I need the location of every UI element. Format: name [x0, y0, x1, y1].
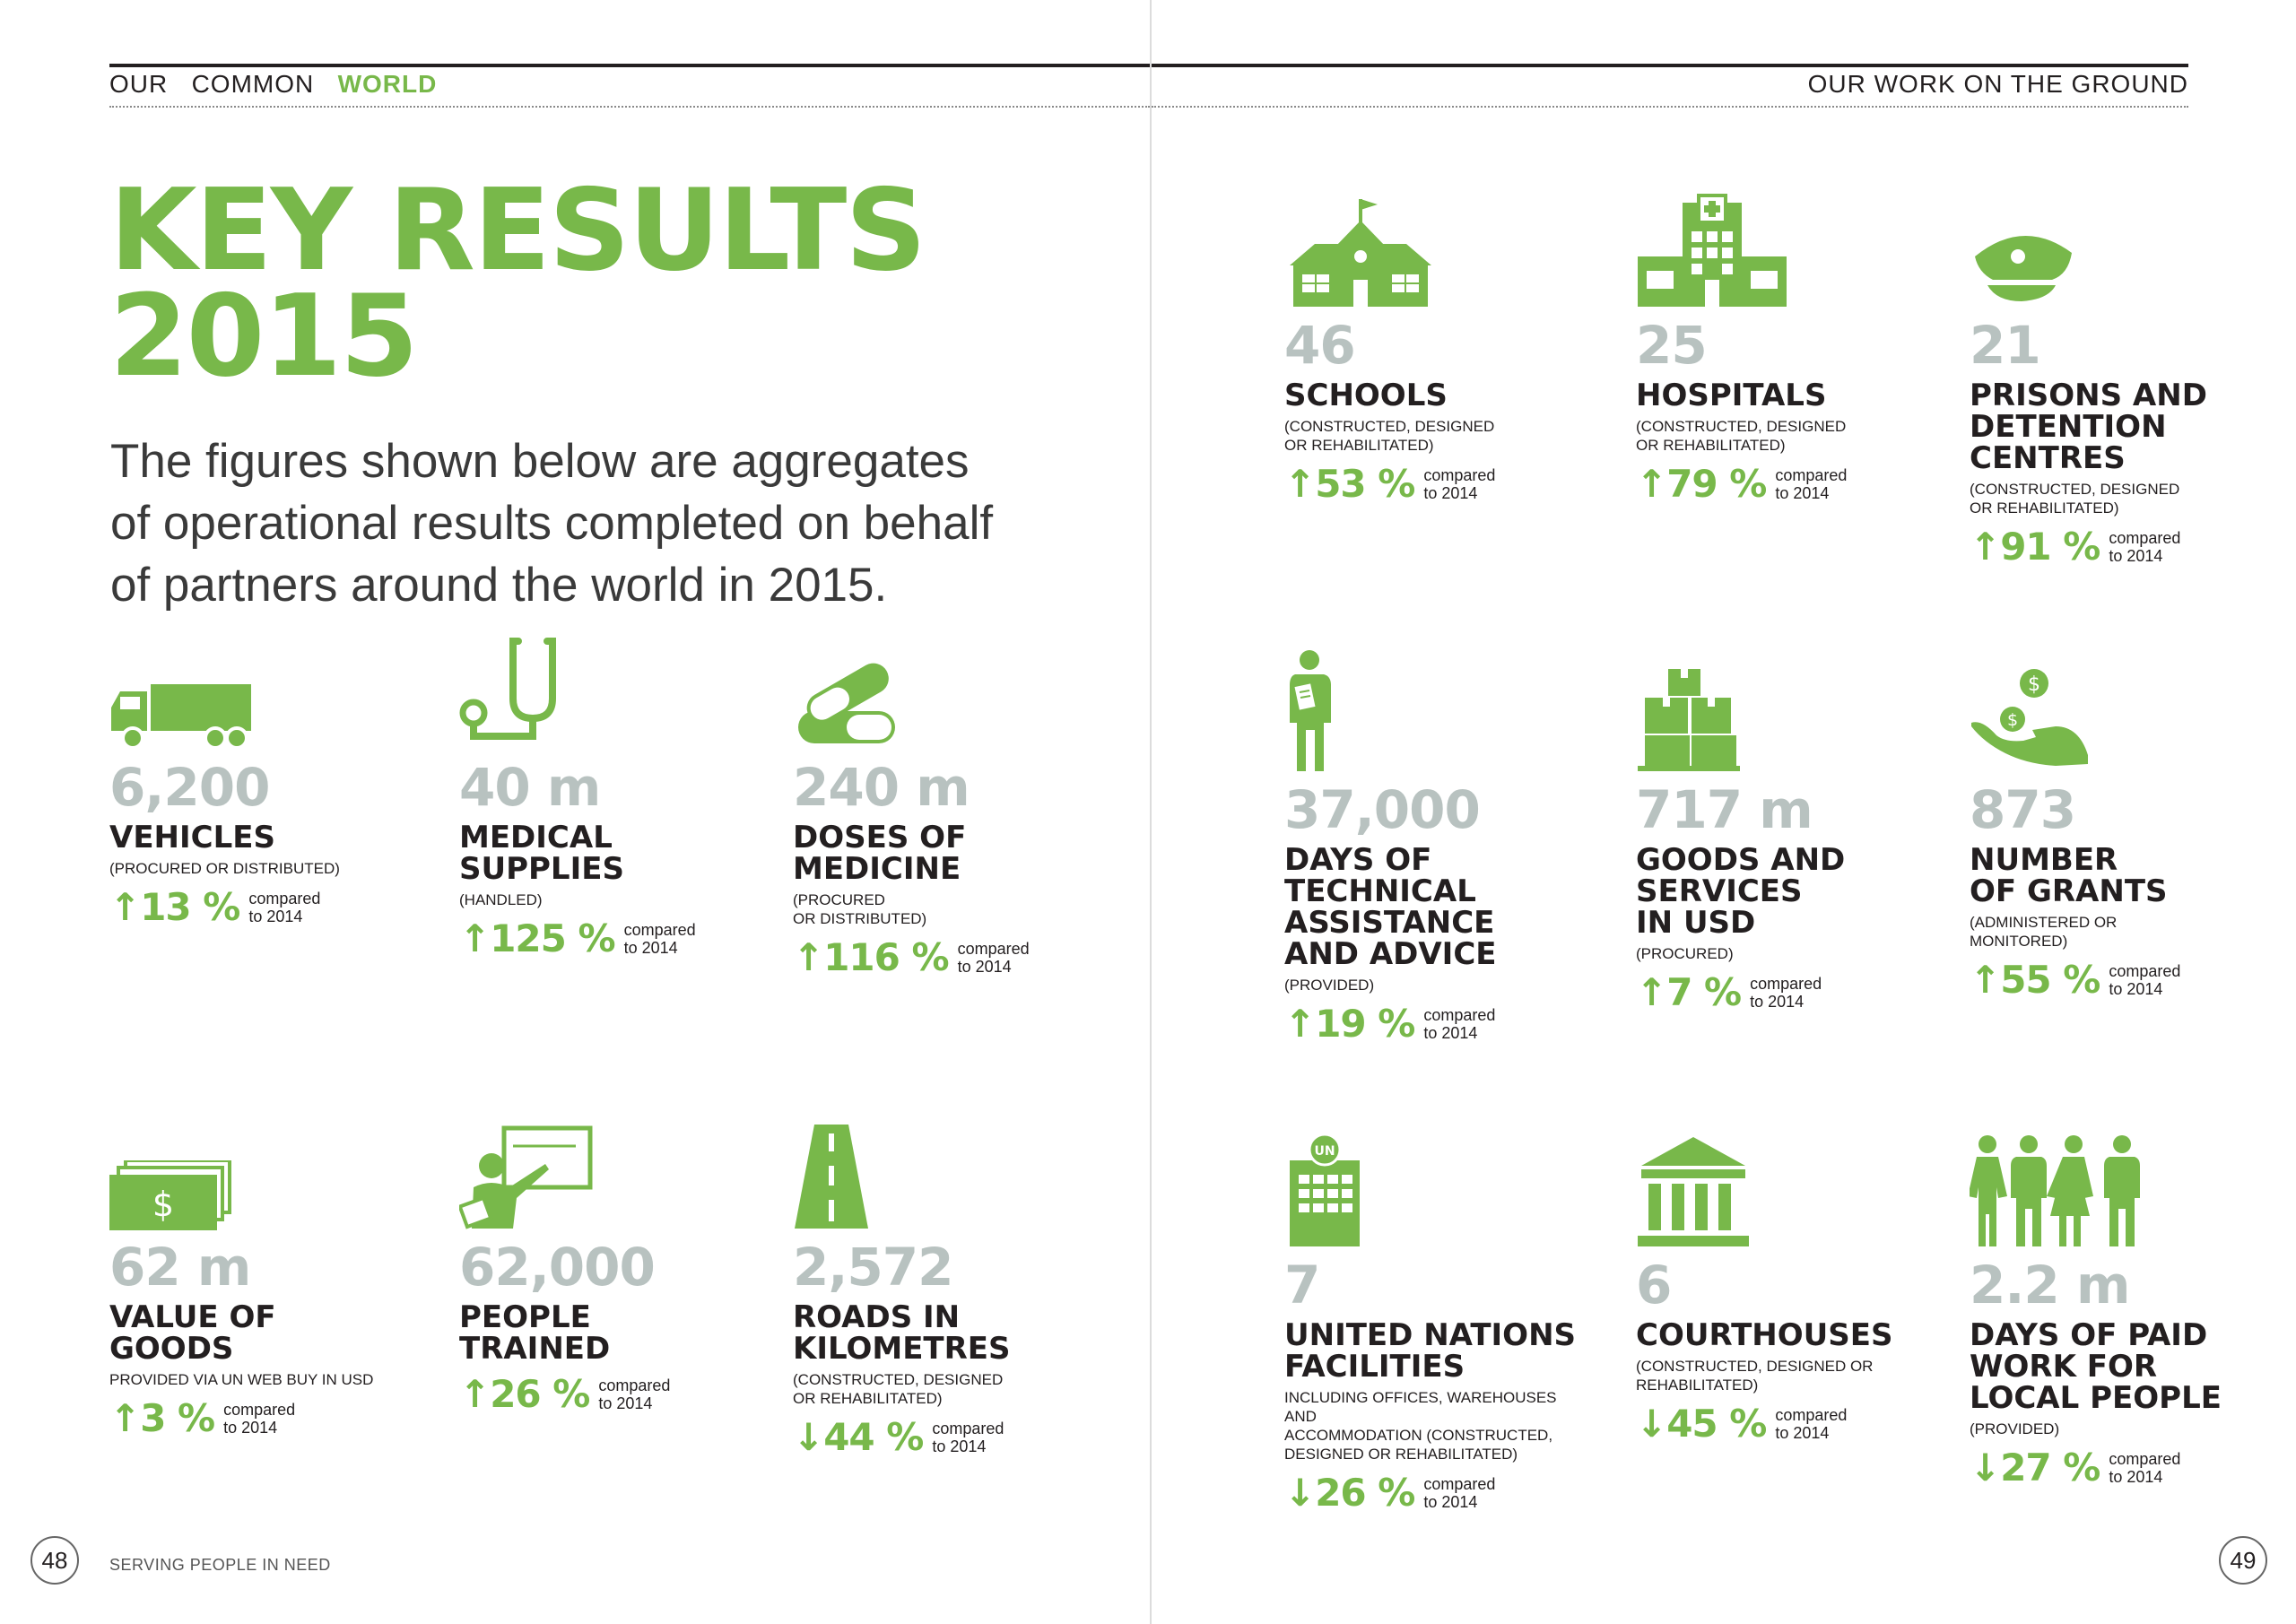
compared-line: compared	[248, 889, 321, 908]
compared-note	[1775, 466, 1856, 502]
result-label-line: LOCAL PEOPLE	[1970, 1380, 2222, 1416]
compared-note	[932, 1420, 1013, 1455]
intro-line: The figures shown below are aggregates	[110, 435, 970, 488]
result-sublabel	[793, 1370, 1089, 1408]
change-percent	[109, 885, 239, 929]
compared-line: compared	[2109, 1449, 2181, 1468]
result-sublabel	[459, 890, 755, 909]
result-paid-work	[1970, 1139, 2266, 1489]
truck-icon	[109, 641, 405, 758]
result-label	[1636, 380, 1932, 412]
result-change	[1636, 462, 1932, 506]
result-label-line: PRISONS AND	[1970, 378, 2207, 413]
compared-note	[223, 1401, 304, 1437]
compared-line: to 2014	[1750, 992, 1805, 1011]
compared-line: to 2014	[1775, 483, 1830, 502]
result-sublabel-line: ACCOMMODATION (CONSTRUCTED,	[1284, 1427, 1553, 1444]
arrow-up-icon: ↑	[1636, 970, 1667, 1014]
change-value: 44 %	[823, 1415, 924, 1459]
result-change	[1970, 958, 2266, 1002]
arrow-up-icon: ↑	[1284, 1002, 1316, 1046]
result-label-line: VALUE OF	[109, 1299, 276, 1335]
pills-icon	[793, 641, 1089, 758]
result-label	[1636, 1317, 1932, 1353]
result-value: 6,200	[109, 757, 270, 818]
result-sublabel	[1636, 417, 1932, 455]
result-change	[793, 1415, 1089, 1459]
compared-line: compared	[2109, 961, 2181, 980]
result-sublabel	[1636, 1357, 1932, 1394]
result-label	[793, 822, 1089, 885]
un-building-icon	[1284, 1139, 1580, 1255]
result-change	[793, 935, 1089, 979]
result-change	[459, 1372, 755, 1416]
change-value: 125 %	[490, 916, 615, 960]
result-sublabel	[1970, 480, 2266, 517]
result-label-line: UNITED NATIONS	[1284, 1317, 1577, 1353]
header-word-common: COMMON	[191, 70, 315, 98]
result-change	[1284, 462, 1580, 506]
result-sublabel-line: (PROCURED	[793, 891, 885, 908]
boxes-icon	[1636, 664, 1932, 780]
result-label	[1970, 842, 2266, 909]
compared-line: compared	[1775, 465, 1848, 484]
compared-line: to 2014	[1423, 1492, 1478, 1511]
change-value: 19 %	[1315, 1002, 1415, 1046]
result-sublabel	[1284, 976, 1580, 994]
change-percent	[459, 916, 615, 960]
result-technical-assistance	[1284, 664, 1580, 1046]
change-percent	[1284, 1002, 1414, 1046]
compared-note	[2109, 962, 2189, 998]
compared-line: to 2014	[2109, 546, 2163, 565]
result-sublabel-line: OR REHABILITATED)	[1284, 437, 1434, 454]
intro-line: of operational results completed on behalf	[110, 497, 994, 550]
result-label-line: GOODS	[109, 1331, 234, 1367]
result-sublabel-line: (PROCURED OR DISTRIBUTED)	[109, 860, 340, 877]
result-value: 21	[1970, 315, 2040, 376]
svg-text:$: $	[2006, 710, 2019, 730]
result-sublabel-line: (CONSTRUCTED, DESIGNED OR	[1636, 1358, 1874, 1375]
arrow-up-icon: ↑	[793, 935, 824, 979]
result-sublabel-line: (CONSTRUCTED, DESIGNED	[793, 1371, 1004, 1388]
arrow-down-icon: ↓	[1284, 1471, 1316, 1515]
result-label-line: WORK FOR	[1970, 1349, 2158, 1385]
header-word-world: WORLD	[337, 70, 438, 98]
compared-note	[958, 940, 1039, 976]
result-label-line: DAYS OF PAID	[1970, 1317, 2208, 1353]
svg-text:UN: UN	[1314, 1144, 1335, 1159]
result-label	[793, 1299, 1089, 1367]
change-percent	[1284, 1471, 1414, 1515]
result-label	[1284, 842, 1580, 972]
result-change	[109, 885, 405, 929]
result-change	[1970, 525, 2266, 569]
compared-line: to 2014	[623, 938, 678, 957]
result-vehicles	[109, 641, 405, 929]
result-sublabel	[793, 890, 1089, 928]
result-value: 40 m	[459, 757, 601, 818]
arrow-up-icon: ↑	[109, 1396, 141, 1440]
compared-note	[1423, 466, 1504, 502]
result-value: 25	[1636, 315, 1707, 376]
change-value: 91 %	[2000, 525, 2100, 569]
compared-line: compared	[598, 1376, 671, 1394]
result-schools	[1284, 199, 1580, 506]
result-sublabel-line: (ADMINISTERED OR	[1970, 914, 2118, 931]
compared-line: compared	[957, 939, 1030, 958]
compared-note	[2109, 529, 2189, 565]
arrow-down-icon: ↓	[1636, 1402, 1667, 1446]
result-label-line: DETENTION	[1970, 409, 2167, 445]
change-percent	[1636, 1402, 1766, 1446]
arrow-up-icon: ↑	[1970, 525, 2001, 569]
result-label-line: NUMBER	[1970, 842, 2118, 878]
school-icon	[1284, 199, 1580, 316]
footer-text: SERVING PEOPLE IN NEED	[109, 1556, 331, 1574]
result-label-line: DAYS OF	[1284, 842, 1432, 878]
courthouse-icon	[1636, 1139, 1932, 1255]
result-label-line: ROADS IN	[793, 1299, 961, 1335]
header-rule-right	[1152, 64, 2188, 67]
compared-note	[1423, 1475, 1504, 1511]
result-value: 2.2 m	[1970, 1255, 2130, 1316]
change-percent	[459, 1372, 589, 1416]
change-value: 26 %	[1315, 1471, 1415, 1515]
police-cap-icon	[1970, 199, 2266, 316]
compared-note	[598, 1376, 679, 1412]
result-sublabel-line: REHABILITATED)	[1636, 1376, 1759, 1394]
result-label-line: HOSPITALS	[1636, 378, 1827, 413]
svg-text:$: $	[2028, 673, 2040, 696]
intro-paragraph	[110, 430, 1007, 616]
page-spine	[1150, 0, 1152, 1624]
result-label-line: SCHOOLS	[1284, 378, 1448, 413]
page-number-left: 48	[30, 1536, 79, 1585]
result-hospitals	[1636, 199, 1932, 506]
arrow-down-icon: ↓	[793, 1415, 824, 1459]
compared-line: to 2014	[932, 1437, 987, 1455]
result-label	[1970, 380, 2266, 474]
grant-hand-icon	[1970, 664, 2266, 780]
compared-line: to 2014	[248, 907, 303, 925]
result-value: 62,000	[459, 1237, 655, 1298]
arrow-down-icon: ↓	[1970, 1446, 2001, 1489]
page-title	[109, 164, 926, 402]
result-sublabel-line: (HANDLED)	[459, 891, 543, 908]
header-dots-right	[1152, 106, 2188, 108]
change-value: 45 %	[1666, 1402, 1767, 1446]
result-value: 2,572	[793, 1237, 953, 1298]
result-sublabel-line: OR REHABILITATED)	[793, 1390, 943, 1407]
result-change	[1970, 1446, 2266, 1489]
compared-line: to 2014	[598, 1394, 653, 1412]
arrow-up-icon: ↑	[109, 885, 141, 929]
compared-line: to 2014	[1423, 1023, 1478, 1042]
result-courthouses	[1636, 1139, 1932, 1446]
result-label	[459, 1299, 755, 1367]
result-value: 240 m	[793, 757, 970, 818]
result-value: 37,000	[1284, 779, 1480, 840]
compared-line: compared	[932, 1419, 1004, 1437]
compared-line: to 2014	[2109, 979, 2163, 998]
result-label-line: OF GRANTS	[1970, 873, 2168, 909]
result-label-line: DOSES OF	[793, 820, 967, 855]
result-sublabel	[1284, 417, 1580, 455]
arrow-up-icon: ↑	[459, 916, 491, 960]
change-percent	[1636, 462, 1766, 506]
result-label	[1970, 1317, 2266, 1416]
result-sublabel-line: (PROVIDED)	[1284, 977, 1375, 994]
result-label-line: PEOPLE	[459, 1299, 591, 1335]
result-label	[109, 822, 405, 854]
result-label-line: TECHNICAL	[1284, 873, 1476, 909]
result-un-facilities	[1284, 1139, 1580, 1515]
result-value: 7	[1284, 1255, 1320, 1316]
change-value: 3 %	[140, 1396, 215, 1440]
change-percent	[1636, 970, 1741, 1014]
change-value: 55 %	[2000, 958, 2100, 1002]
stethoscope-icon	[459, 641, 755, 758]
compared-note	[1775, 1406, 1856, 1442]
advisor-icon	[1284, 664, 1580, 780]
change-value: 116 %	[823, 935, 949, 979]
change-value: 13 %	[140, 885, 240, 929]
result-label-line: VEHICLES	[109, 820, 275, 855]
result-sublabel-line: MONITORED)	[1970, 933, 2068, 950]
compared-line: compared	[1423, 1005, 1496, 1024]
compared-line: compared	[2109, 528, 2181, 547]
compared-note	[2109, 1450, 2189, 1486]
result-label	[1636, 842, 1932, 941]
change-percent	[1970, 525, 2100, 569]
result-sublabel-line: OR REHABILITATED)	[1970, 499, 2119, 517]
compared-line: to 2014	[2109, 1467, 2163, 1486]
header-rule-left	[109, 64, 1150, 67]
compared-line: compared	[223, 1400, 296, 1419]
compared-note	[248, 890, 329, 925]
change-percent	[793, 935, 949, 979]
compared-line: to 2014	[1775, 1423, 1830, 1442]
result-label	[109, 1299, 405, 1367]
compared-line: to 2014	[223, 1418, 278, 1437]
result-label-line: AND ADVICE	[1284, 936, 1497, 972]
hospital-icon	[1636, 199, 1932, 316]
change-percent	[793, 1415, 923, 1459]
compared-line: compared	[1423, 465, 1496, 484]
change-value: 53 %	[1315, 462, 1415, 506]
result-change	[1284, 1471, 1580, 1515]
result-sublabel-line: (CONSTRUCTED, DESIGNED	[1970, 481, 2180, 498]
result-label-line: SERVICES	[1636, 873, 1803, 909]
change-value: 79 %	[1666, 462, 1767, 506]
result-label-line: IN USD	[1636, 905, 1756, 941]
result-label-line: GOODS AND	[1636, 842, 1846, 878]
result-label-line: MEDICAL	[459, 820, 613, 855]
people-icon	[1970, 1139, 2266, 1255]
compared-line: compared	[623, 920, 696, 939]
change-value: 26 %	[490, 1372, 590, 1416]
result-sublabel-line: (PROVIDED)	[1970, 1420, 2060, 1437]
result-label-line: COURTHOUSES	[1636, 1317, 1893, 1353]
result-prisons	[1970, 199, 2266, 569]
header-word-our: OUR	[109, 70, 169, 98]
intro-line: of partners around the world in 2015.	[110, 559, 888, 612]
result-value: 6	[1636, 1255, 1672, 1316]
result-change	[1636, 970, 1932, 1014]
result-roads	[793, 1121, 1089, 1459]
result-change	[1636, 1402, 1932, 1446]
compared-line: compared	[1775, 1405, 1848, 1424]
result-label-line: FACILITIES	[1284, 1349, 1465, 1385]
result-sublabel-line: INCLUDING OFFICES, WAREHOUSES AND	[1284, 1389, 1557, 1425]
result-label	[459, 822, 755, 885]
compared-line: compared	[1423, 1474, 1496, 1493]
section-header-right: OUR WORK ON THE GROUND	[1807, 70, 2188, 98]
result-change	[459, 916, 755, 960]
result-sublabel-line: PROVIDED VIA UN WEB BUY IN USD	[109, 1371, 374, 1388]
result-medical-supplies	[459, 641, 755, 960]
compared-note	[1423, 1006, 1504, 1042]
compared-note	[1750, 975, 1831, 1011]
result-sublabel	[109, 1370, 405, 1389]
result-label-line: CENTRES	[1970, 440, 2126, 476]
result-sublabel	[1970, 1420, 2266, 1438]
arrow-up-icon: ↑	[1970, 958, 2001, 1002]
result-sublabel	[1284, 1388, 1580, 1463]
result-label-line: SUPPLIES	[459, 851, 624, 887]
road-icon	[793, 1121, 1089, 1238]
page-number-right: 49	[2219, 1536, 2267, 1585]
title-line-1: KEY RESULTS	[109, 164, 926, 296]
result-sublabel-line: (PROCURED)	[1636, 945, 1734, 962]
result-value: 46	[1284, 315, 1355, 376]
title-line-2: 2015	[109, 270, 417, 402]
result-sublabel	[1970, 913, 2266, 951]
teacher-icon	[459, 1121, 755, 1238]
result-label-line: TRAINED	[459, 1331, 611, 1367]
arrow-up-icon: ↑	[459, 1372, 491, 1416]
money-icon	[109, 1121, 405, 1238]
result-doses-of-medicine	[793, 641, 1089, 979]
result-value-of-goods	[109, 1121, 405, 1440]
compared-line: to 2014	[957, 957, 1012, 976]
result-sublabel-line: (CONSTRUCTED, DESIGNED	[1636, 418, 1847, 435]
change-value: 27 %	[2000, 1446, 2100, 1489]
change-value: 7 %	[1666, 970, 1742, 1014]
arrow-up-icon: ↑	[1284, 462, 1316, 506]
svg-text:$: $	[152, 1185, 175, 1224]
change-percent	[1970, 958, 2100, 1002]
result-label-line: KILOMETRES	[793, 1331, 1011, 1367]
result-change	[1284, 1002, 1580, 1046]
result-value: 873	[1970, 779, 2076, 840]
result-sublabel-line: (CONSTRUCTED, DESIGNED	[1284, 418, 1495, 435]
change-percent	[1970, 1446, 2100, 1489]
result-grants	[1970, 664, 2266, 1002]
result-label-line: ASSISTANCE	[1284, 905, 1495, 941]
result-label	[1284, 1317, 1580, 1385]
result-label	[1284, 380, 1580, 412]
compared-line: to 2014	[1423, 483, 1478, 502]
result-change	[109, 1396, 405, 1440]
header-dots-left	[109, 106, 1150, 108]
result-sublabel-line: DESIGNED OR REHABILITATED)	[1284, 1446, 1518, 1463]
change-percent	[1284, 462, 1414, 506]
result-value: 717 m	[1636, 779, 1813, 840]
result-label-line: MEDICINE	[793, 851, 961, 887]
result-goods-and-services	[1636, 664, 1932, 1014]
result-sublabel-line: OR DISTRIBUTED)	[793, 910, 927, 927]
result-sublabel	[1636, 944, 1932, 963]
result-sublabel-line: OR REHABILITATED)	[1636, 437, 1786, 454]
result-value: 62 m	[109, 1237, 251, 1298]
section-header-left	[109, 70, 437, 99]
compared-line: compared	[1750, 974, 1822, 993]
result-sublabel	[109, 859, 405, 878]
compared-note	[624, 921, 705, 957]
change-percent	[109, 1396, 214, 1440]
result-people-trained	[459, 1121, 755, 1416]
arrow-up-icon: ↑	[1636, 462, 1667, 506]
